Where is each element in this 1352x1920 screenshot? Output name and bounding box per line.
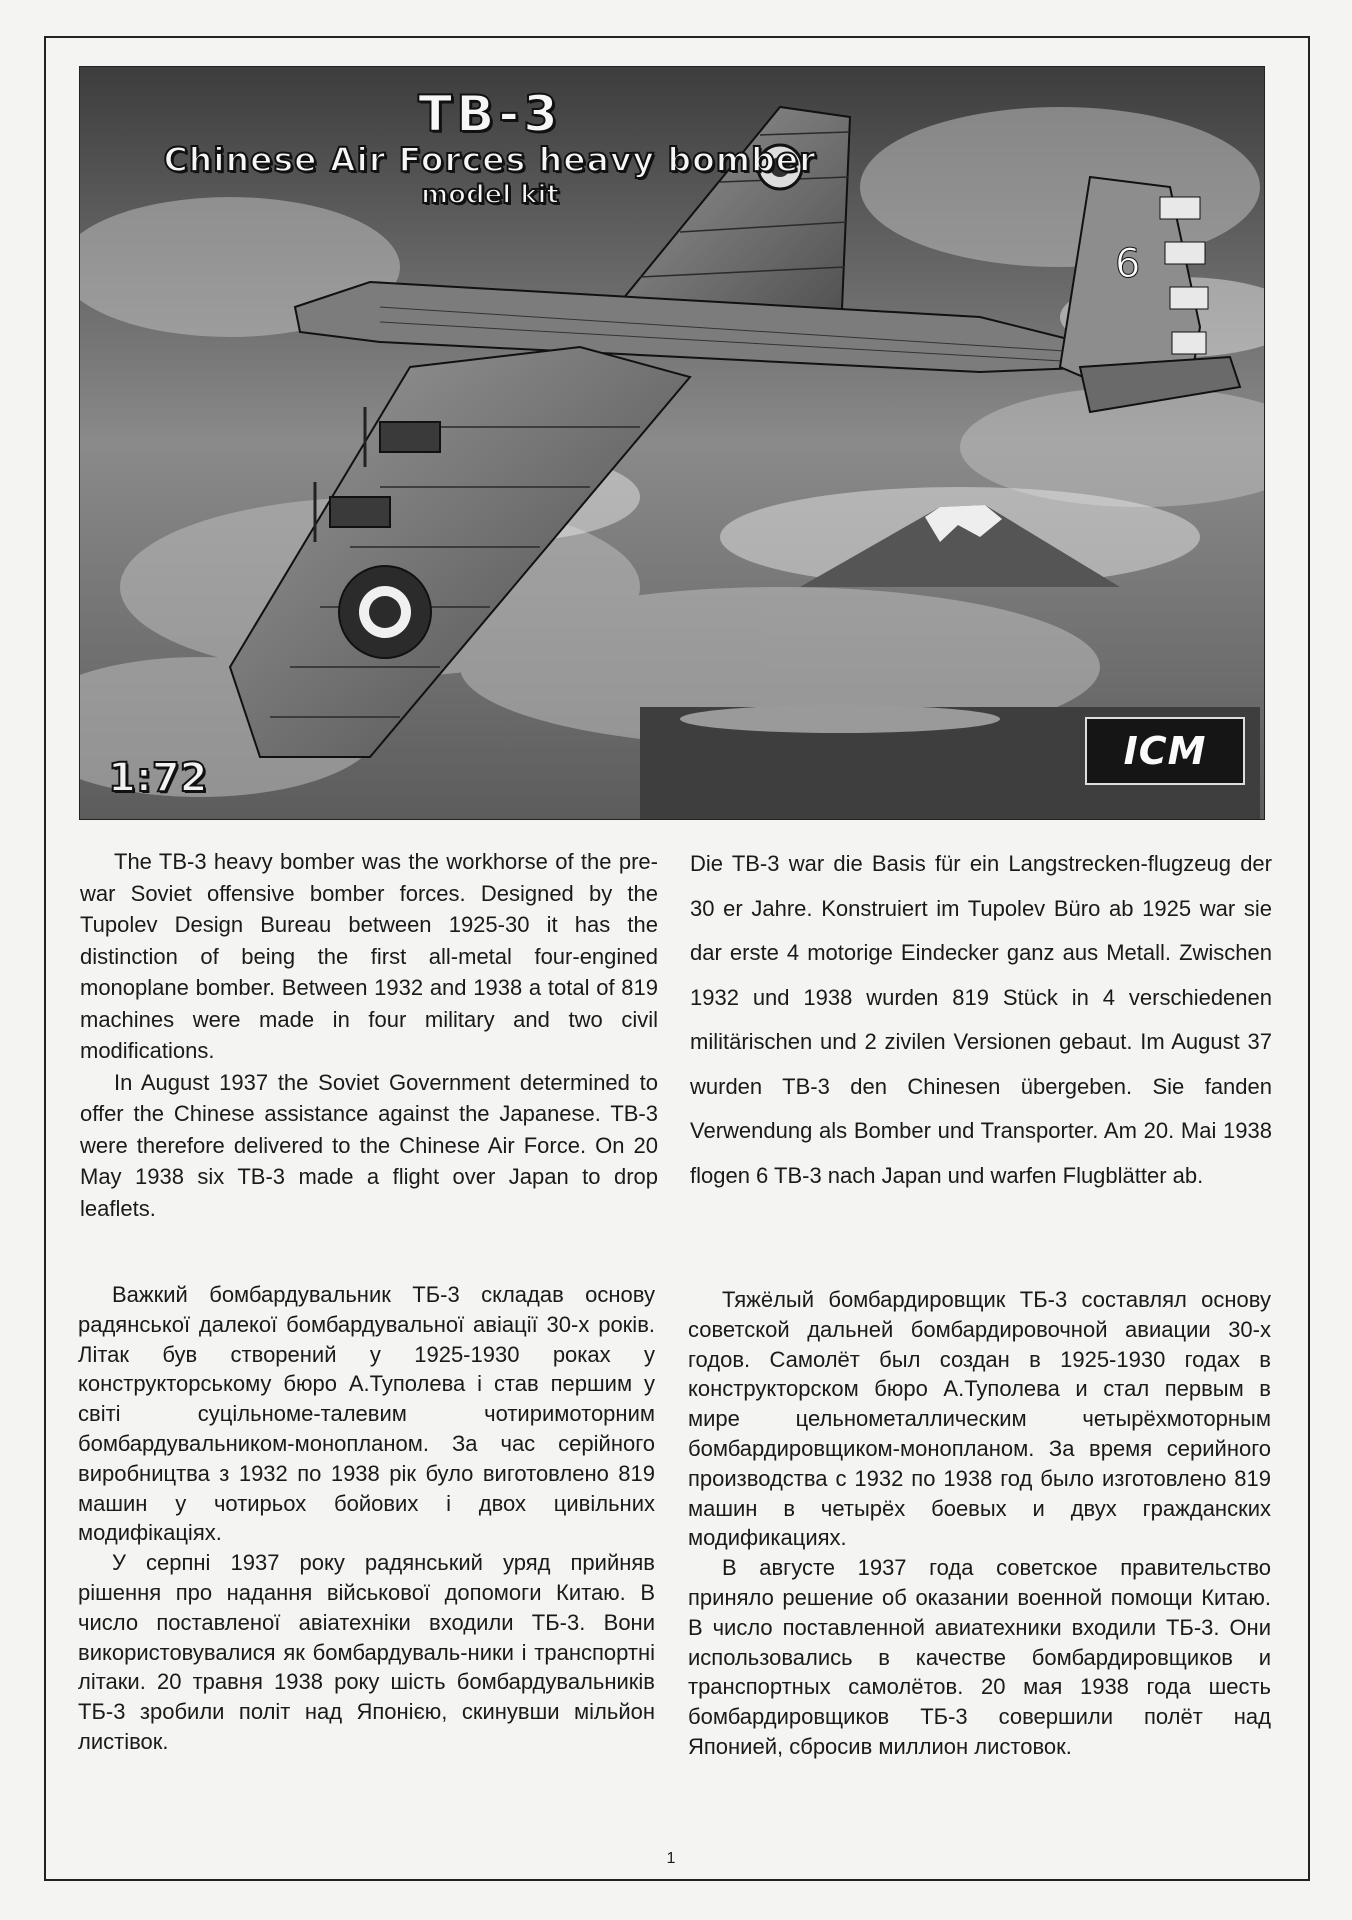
ukrainian-text (78, 1280, 655, 1757)
tail-number: 6 (1115, 241, 1141, 287)
model-name: TB-3 (418, 85, 562, 143)
russian-paragraph-1: Тяжёлый бомбардировщик ТБ-3 составлял основу советской дальней бомбардировочной авиации 30-х годов. Самолёт был создан в 1925-1930 годах в конструкторском бюро А.Туполева и стал первым в мире цельнометаллическим четырёхмоторным бомбардировщиком-монопланом. За время серийного производства с 1932 по 1938 год было изготовлено 819 машин в четырёх боевых и двух гражданских модификациях. (688, 1287, 1271, 1551)
english-paragraph-1: The TB-3 heavy bomber was the workhorse of the pre-war Soviet offensive bomber forces. Designed by the Tupolev Design Bureau between 1925-30 it has the distinction of being the first all-metal four-engined monoplane bomber. Between 1932 and 1938 a total of 819 machines were made in four military and two civil modifications. (80, 849, 658, 1063)
german-paragraph-1: Die TB-3 war die Basis für ein Langstrecken-flugzeug der 30 er Jahre. Konstruiert im Tupolev Büro ab 1925 war sie dar erste 4 motorige Eindecker ganz aus Metall. Zwischen 1932 und 1938 wurden 819 Stück in 4 verschiedenen militärischen und 2 zivilen Versionen gebaut. Im August 37 wurden TB-3 den Chinesen übergeben. Sie fanden Verwendung als Bomber und Transporter. Am 20. Mai 1938 flogen 6 TB-3 nach Japan und warfen Flugblätter ab. (690, 851, 1272, 1188)
ukrainian-paragraph-1: Важкий бомбардувальник ТБ-3 складав основу радянської далекої бомбардувальної авіації 30-х років. Літак був створений у 1925-1930 роках у конструкторському бюро А.Туполева і став першим у світі суцільноме-талевим чотиримоторним бомбардувальником-монопланом. За час серійного виробництва з 1932 по 1938 рік було виготовлено 819 машин у чотирьох бойових і двох цивільних модифікаціях. (78, 1282, 655, 1546)
ukrainian-paragraph-2: У серпні 1937 року радянський уряд прийняв рішення про надання військової допомоги Китаю. В число поставленої авіатехніки входили ТБ-3. Вони використовувалися як бомбардуваль-ники і транспортні літаки. 20 травня 1938 року шість бомбардувальників ТБ-3 зробили політ над Японією, скинувши мільйон листівок. (78, 1550, 655, 1754)
russian-paragraph-2: В августе 1937 года советское правительство приняло решение об оказании военной помощи Китаю. В число поставленной авиатехники входили ТБ-3. Они использовались в качестве бомбардировщиков и транспортных самолётов. 20 мая 1938 года шесть бомбардировщиков ТБ-3 совершили полёт над Японией, сбросив миллион листовок. (688, 1555, 1271, 1759)
model-kit-label: model kit (421, 180, 559, 210)
box-art-title (80, 87, 900, 211)
russian-text (688, 1285, 1271, 1762)
english-text (80, 846, 658, 1224)
model-subtitle: Chinese Air Forces heavy bomber (163, 140, 817, 179)
scale-label: 1:72 (108, 755, 208, 801)
english-paragraph-2: In August 1937 the Soviet Government determined to offer the Chinese assistance against the Japanese. TB-3 were therefore delivered to the Chinese Air Force. On 20 May 1938 six TB-3 made a flight over Japan to drop leaflets. (80, 1069, 658, 1221)
page-number: 1 (666, 1850, 676, 1867)
german-text (690, 842, 1272, 1198)
brand-text: ICM (1123, 729, 1207, 773)
box-art-illustration (79, 66, 1265, 820)
icm-logo (1085, 717, 1245, 785)
